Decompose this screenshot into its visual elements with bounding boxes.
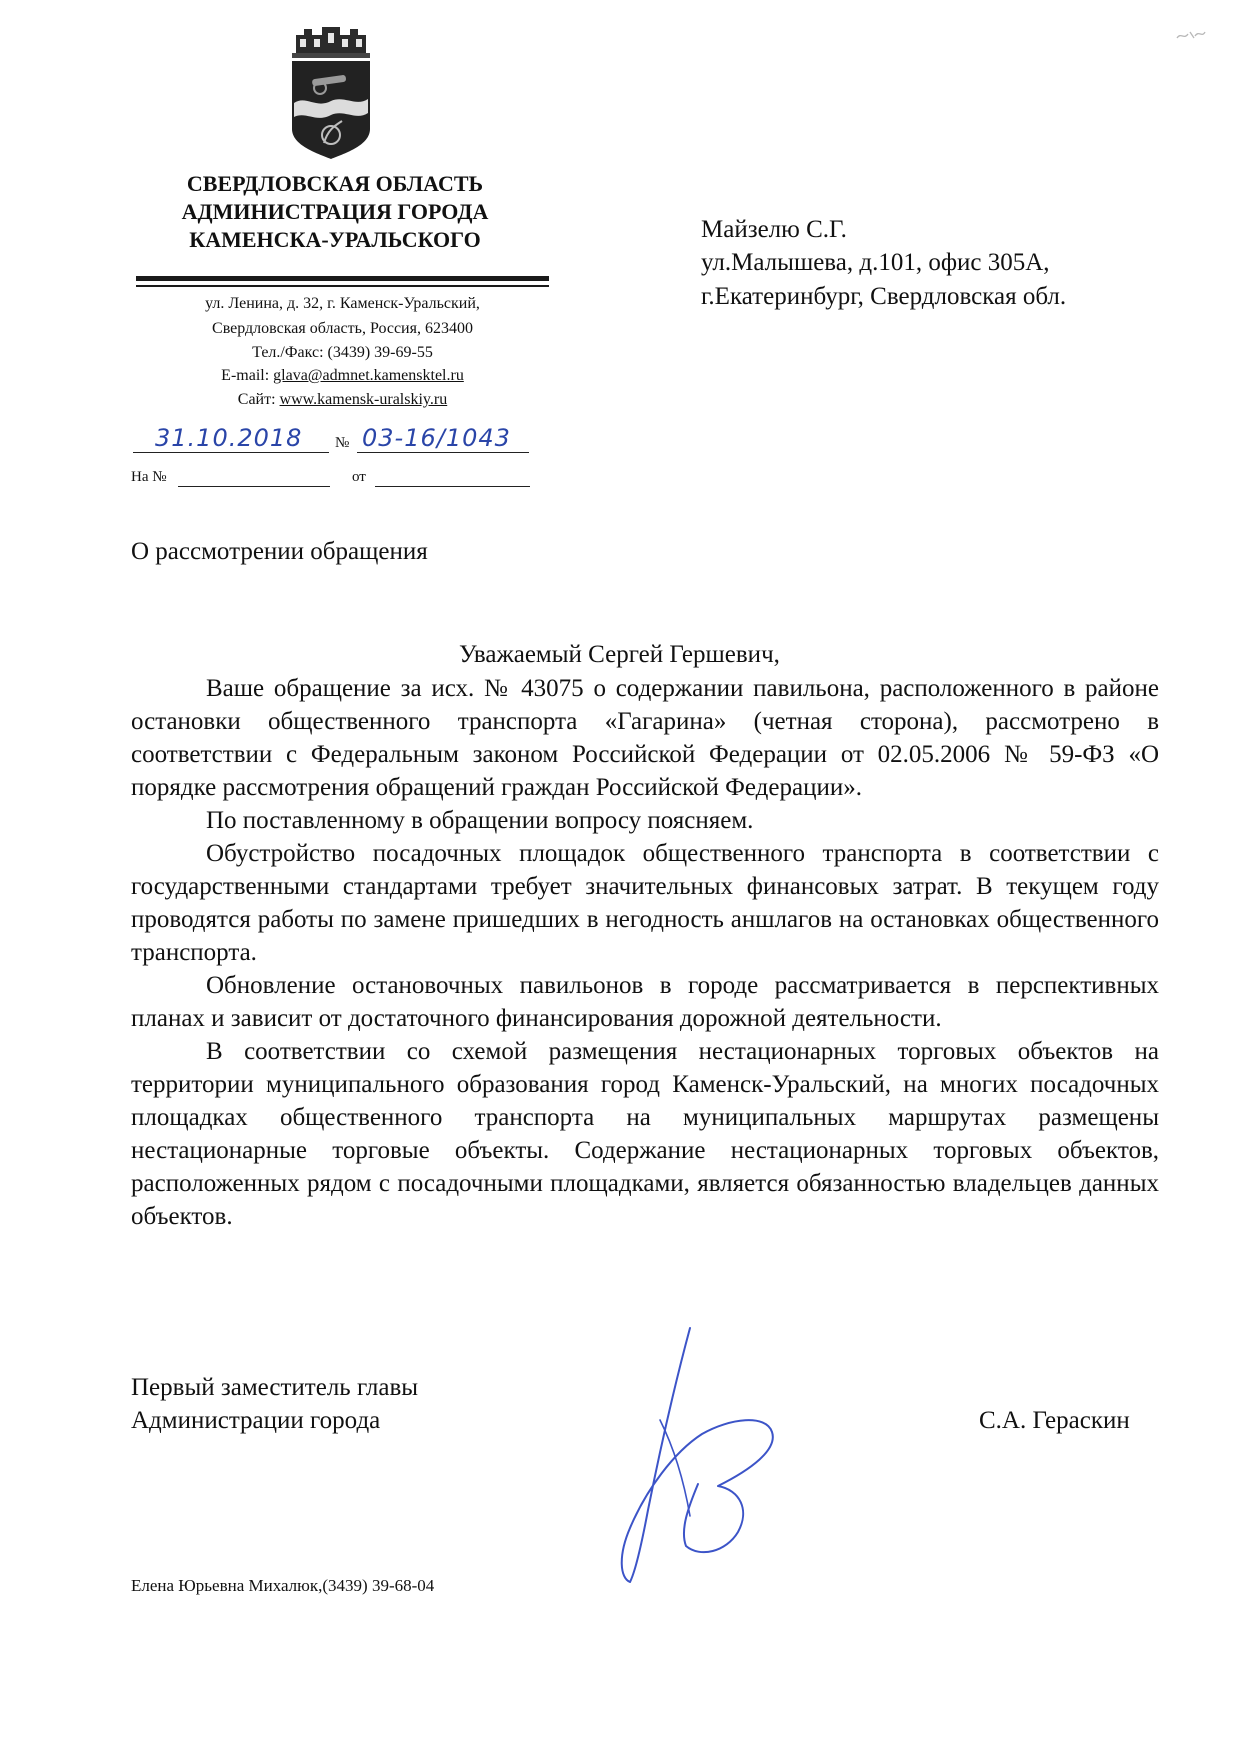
corner-mark-icon <box>1175 26 1207 44</box>
signer-position-line: Первый заместитель главы <box>131 1374 419 1401</box>
organization-address-line: ул. Ленина, д. 32, г. Каменск-Уральский, <box>205 295 480 312</box>
reply-to-number-label: На № <box>131 469 167 485</box>
organization-phone <box>115 342 570 364</box>
organization-email <box>115 365 570 387</box>
outgoing-date-underline <box>133 452 329 453</box>
addressee-street: ул.Малышева, д.101, офис 305А, <box>701 249 1050 276</box>
addressee-city: г.Екатеринбург, Свердловская обл. <box>701 283 1067 310</box>
organization-name-line: КАМЕНСКА-УРАЛЬСКОГО <box>189 227 481 252</box>
addressee-name: Майзелю С.Г. <box>701 216 847 243</box>
letterhead-divider-thin <box>136 285 549 287</box>
body-paragraph: Обустройство посадочных площадок общественного транспорта в соответствии с государственными стандартами требует значительных финансовых затрат. В текущем году проводятся работы по замене пришедших в негодность аншлагов на остановках общественного транспорта. <box>131 840 1159 966</box>
body-paragraph: Ваше обращение за исх. № 43075 о содержании павильона, расположенного в районе остановки общественного транспорта «Гагарина» (четная сторона), рассмотрено в соответствии с Федеральным законом Российской Федерации от 02.05.2006 № 59-ФЗ «О порядке рассмотрения обращений граждан Российской Федерации». <box>131 675 1159 801</box>
site-link[interactable]: www.kamensk-uralskiy.ru <box>279 391 448 408</box>
phone-label: Тел./Факс: <box>252 344 324 361</box>
body-paragraph: Обновление остановочных павильонов в городе рассматривается в перспективных планах и зависит от достаточного финансирования дорожной деятельности. <box>131 972 1159 1032</box>
letterhead-divider-thick <box>136 276 549 281</box>
city-coat-of-arms-icon <box>286 25 376 161</box>
letter-salutation: Уважаемый Сергей Гершевич, <box>459 641 780 668</box>
reply-to-number-field <box>178 486 330 487</box>
signer-name: С.А. Гераскин <box>979 1407 1130 1434</box>
outgoing-date: 31.10.2018 <box>155 424 303 452</box>
outgoing-number: 03-16/1043 <box>362 424 511 452</box>
site-label: Сайт: <box>237 391 276 408</box>
letter-body <box>131 672 1159 1233</box>
body-paragraph: В соответствии со схемой размещения нестационарных торговых объектов на территории муниципального образования город Каменск-Уральский, на многих посадочных площадках общественного транспорта на муниципальных маршрутах размещены нестационарные торговые объекты. Содержание нестационарных торговых объектов, расположенных рядом с посадочными площадками, является обязанностью владельцев данных объектов. <box>131 1038 1159 1230</box>
organization-site <box>115 389 570 411</box>
email-link[interactable]: glava@admnet.kamensktel.ru <box>273 367 464 384</box>
organization-name-line: АДМИНИСТРАЦИЯ ГОРОДА <box>181 199 489 224</box>
executor-contact: Елена Юрьевна Михалюк,(3439) 39-68-04 <box>131 1576 435 1595</box>
handwritten-signature <box>590 1320 780 1590</box>
email-label: E-mail: <box>221 367 270 384</box>
reply-to-date-label: от <box>352 469 366 485</box>
letter-subject: О рассмотрении обращения <box>131 538 428 565</box>
outgoing-number-underline <box>357 452 529 453</box>
organization-address-line: Свердловская область, Россия, 623400 <box>212 320 473 337</box>
signer-position-line: Администрации города <box>131 1407 381 1434</box>
body-paragraph: По поставленному в обращении вопросу поясняем. <box>206 807 754 834</box>
organization-name-line: СВЕРДЛОВСКАЯ ОБЛАСТЬ <box>186 171 484 196</box>
outgoing-number-label: № <box>335 435 350 451</box>
reply-to-date-field <box>375 486 530 487</box>
phone-value: (3439) 39-69-55 <box>327 344 433 361</box>
